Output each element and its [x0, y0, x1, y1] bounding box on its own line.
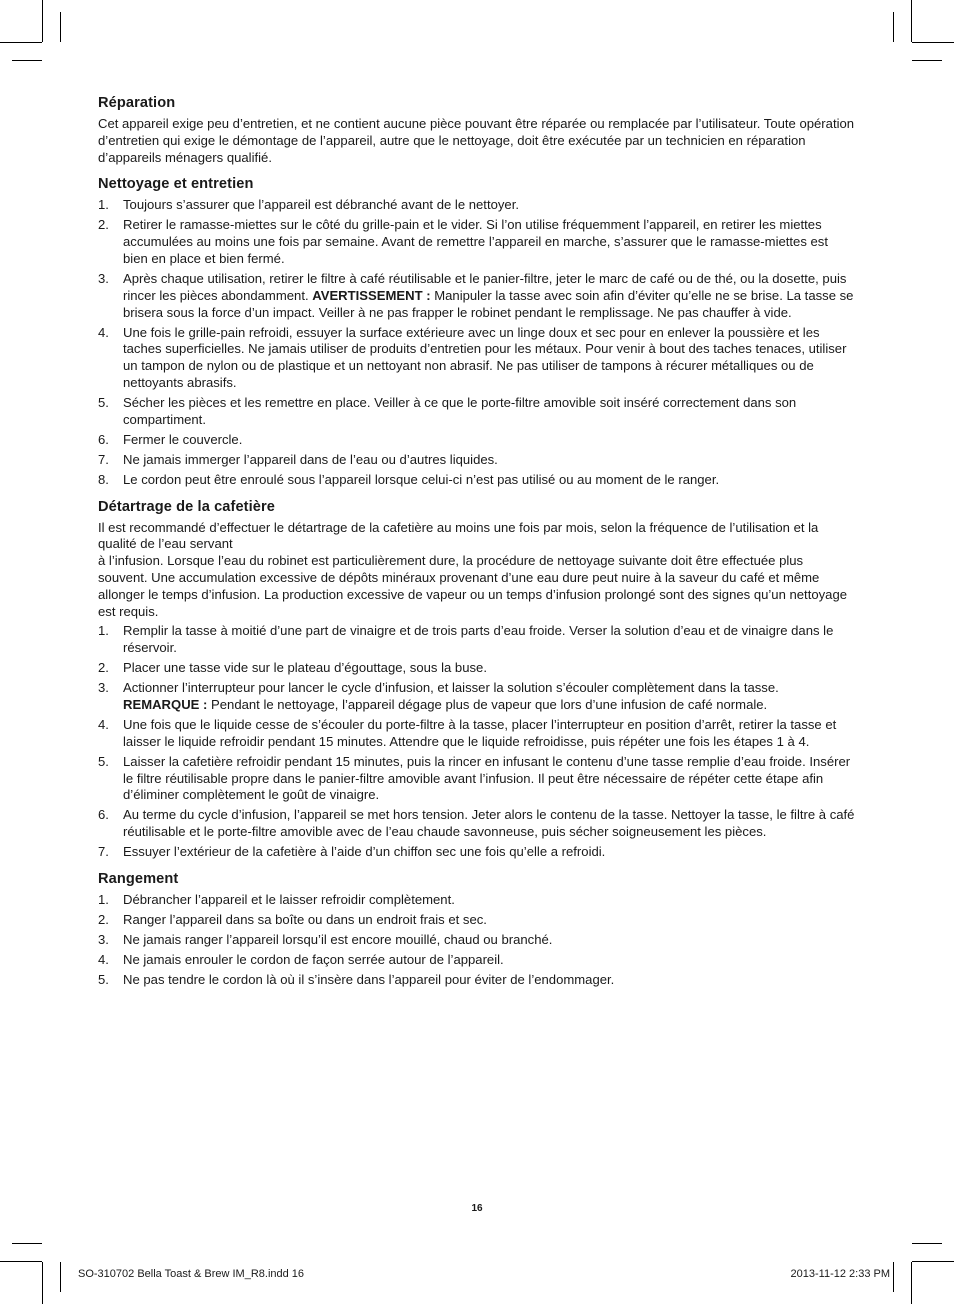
crop-mark — [60, 12, 61, 42]
list-item: 7. Ne jamais immerger l’appareil dans de l’eau ou d’autres liquides. — [98, 451, 498, 467]
crop-mark — [912, 42, 954, 43]
list-item: 3. Actionner l’interrupteur pour lancer le cycle d’infusion, et laisser la solution s’écouler complètement dans la tasse. REMARQUE : Pendant le nettoyage, l’appareil dégage plus de vapeur que lors d’une infusion de café normale. — [98, 680, 779, 712]
reparation-text: Cet appareil exige peu d’entretien, et ne contient aucune pièce pouvant être réparée ou remplacée par l’utilisateur. Toute opération d’entretien qui exige le démontage de l’appareil, autre que le nettoyage, doit être exécutée par un technicien en réparation d’appareils ménagers qualifié. — [98, 116, 855, 165]
list-item: 4. Ne jamais enrouler le cordon de façon serrée autour de l’appareil. — [98, 952, 504, 968]
list-item: 5. Ne pas tendre le cordon là où il s’insère dans l’appareil pour éviter de l’endommager. — [98, 972, 615, 988]
list-item: 5. Laisser la cafetière refroidir pendant 15 minutes, puis la rincer en infusant le contenu d’une tasse remplie d’eau froide. Insérer le filtre réutilisable propre dans le panier-filtre amovible avant l’infusion. Il peut être nécessaire de répéter cette étape afin d’éliminer complètement le goût de vinaigre. — [98, 753, 851, 803]
crop-mark — [60, 1262, 61, 1292]
list-item: 7. Essuyer l’extérieur de la cafetière à l’aide d’un chiffon sec une fois qu’elle a refroidi. — [98, 844, 606, 860]
list-item: 2. Ranger l’appareil dans sa boîte ou dans un endroit frais et sec. — [98, 912, 487, 928]
crop-mark — [0, 1261, 42, 1262]
detartrage-text-2: à l’infusion. Lorsque l’eau du robinet est particulièrement dure, la procédure de nettoyage suivante doit être effectuée plus souvent. Une accumulation excessive de dépôts minéraux provenant d’une eau dure peut nuire à la saveur du café et même allonger le temps d’infusion. La production excessive de vapeur ou un temps d’infusion prolongé sont des signes qu’un nettoyage est requis. — [98, 553, 848, 619]
section-title-nettoyage: Nettoyage et entretien — [98, 176, 254, 193]
crop-mark — [12, 1243, 42, 1244]
list-item: 1. Remplir la tasse à moitié d’une part de vinaigre et de trois parts d’eau froide. Verser la solution d’eau et de vinaigre dans le réservoir. — [98, 623, 834, 656]
nettoyage-list — [98, 197, 856, 488]
crop-mark — [912, 60, 942, 61]
list-item: 3. Après chaque utilisation, retirer le filtre à café réutilisable et le panier-filtre, jeter le marc de café ou de thé, ou la dosette, puis rincer les pièces abondamment. AVERTISSEMENT : Manipuler la tasse avec soin afin d’éviter qu’elle ne se brise. La tasse se brisera sous la force d’un impact. Veiller à ne pas frapper le robinet pendant le remplissage. Ne pas chauffer à vide. — [98, 270, 854, 320]
detartrage-list — [98, 623, 856, 860]
crop-mark — [42, 0, 43, 42]
list-item: 8. Le cordon peut être enroulé sous l’appareil lorsque celui-ci n’est pas utilisé ou au moment de le ranger. — [98, 471, 720, 487]
list-item: 2. Retirer le ramasse-miettes sur le côté du grille-pain et le vider. Si l’on utilise fréquemment l’appareil, en retirer les miettes accumulées au moins une fois par semaine. Avant de remettre l’appareil en marche, s’assurer que le ramasse-miettes est bien en place et bien fermé. — [98, 217, 828, 266]
list-item: 4. Une fois que le liquide cesse de s’écouler du porte-filtre à la tasse, placer l’interrupteur en position d’arrêt, retirer la tasse et laisser le liquide refroidir pendant 15 minutes. Attendre que le liquide refroidisse, puis répéter une fois les étapes 1 à 4. — [98, 716, 837, 749]
crop-mark — [912, 1261, 954, 1262]
list-item: 5. Sécher les pièces et les remettre en place. Veiller à ce que le porte-filtre amovible soit inséré correctement dans son compartiment. — [98, 394, 797, 427]
crop-mark — [893, 1262, 894, 1292]
list-item: 2. Placer une tasse vide sur le plateau d’égouttage, sous la buse. — [98, 660, 487, 676]
page-number: 16 — [471, 1203, 483, 1214]
slug-filename: SO-310702 Bella Toast & Brew IM_R8.indd 16 — [78, 1268, 305, 1280]
crop-mark — [0, 42, 42, 43]
note-label: REMARQUE : — [123, 696, 208, 712]
list-item: 4. Une fois le grille-pain refroidi, essuyer la surface extérieure avec un linge doux et sec pour en enlever la poussière et les taches superficielles. Ne jamais utiliser de produits d’entretien pour les métaux. Pour venir à bout des taches tenaces, utiliser un tampon de nylon ou de plastique et un nettoyant non abrasif. Ne pas utiliser de tampons à récurer métalliques ou de nettoyants abrasifs. — [98, 324, 847, 390]
list-item: 3. Ne jamais ranger l’appareil lorsqu’il est encore mouillé, chaud ou branché. — [98, 932, 553, 948]
crop-mark — [911, 1262, 912, 1304]
warning-label: AVERTISSEMENT : — [312, 287, 431, 303]
section-title-detartrage: Détartrage de la cafetière — [98, 498, 275, 515]
slug-timestamp: 2013-11-12 2:33 PM — [790, 1268, 890, 1280]
crop-mark — [911, 0, 912, 42]
crop-mark — [12, 60, 42, 61]
list-item: 6. Au terme du cycle d’infusion, l’appareil se met hors tension. Jeter alors le contenu de la tasse. Nettoyer la tasse, le filtre à café réutilisable et le porte-filtre amovible avec de l’eau chaude savonneuse, puis sécher soigneusement les pièces. — [98, 807, 855, 840]
page-content — [98, 94, 856, 992]
list-item: 1. Toujours s’assurer que l’appareil est débranché avant de le nettoyer. — [98, 197, 519, 213]
detartrage-text-1: Il est recommandé d’effectuer le détartrage de la cafetière au moins une fois par mois, selon la fréquence de l’utilisation et la qualité de l’eau servant — [98, 519, 819, 552]
rangement-list — [98, 892, 856, 989]
section-title-reparation: Réparation — [98, 95, 176, 111]
section-title-rangement: Rangement — [98, 871, 179, 888]
crop-mark — [42, 1262, 43, 1304]
crop-mark — [912, 1243, 942, 1244]
list-item: 1. Débrancher l’appareil et le laisser refroidir complètement. — [98, 892, 455, 908]
list-item: 6. Fermer le couvercle. — [98, 431, 243, 447]
crop-mark — [893, 12, 894, 42]
